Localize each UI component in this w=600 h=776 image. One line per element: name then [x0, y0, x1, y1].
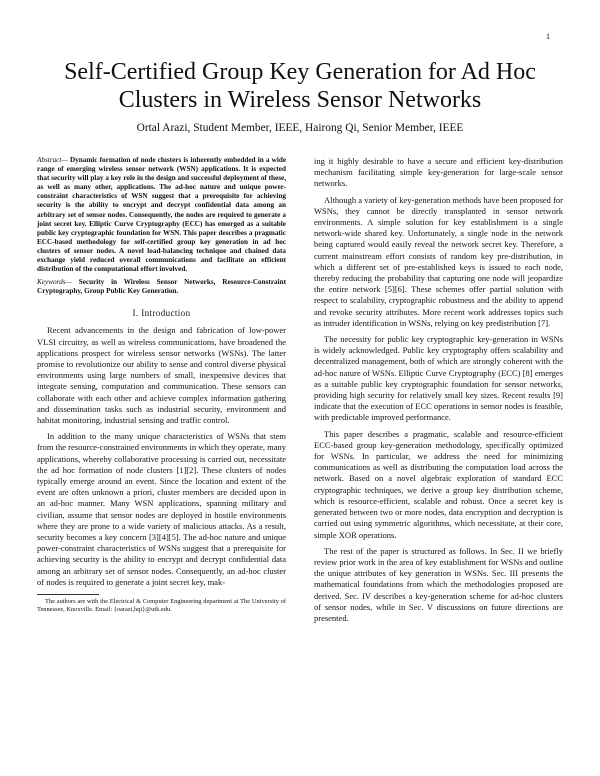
footnote-divider [37, 594, 99, 595]
intro-paragraph-2: In addition to the many unique characteristics of WSNs that stem from the resource-constrained environments in which they operate, many applications, whereby collaborative processing is carried out, necessitate the ad hoc formation of node clusters [1][2]. These clusters of nodes typically emerge around an event. Since the location and extent of the event are often unknown a priori, cluster members are decided upon in an ad-hoc manner. Many WSN applications, spanning military and civilian, assume that sensor nodes are deployed in hostile environments where they are prone to a wide variety of malicious attacks. As a result, security becomes a key concern [3][4][5]. The ad-hoc nature and unique power-constraint characteristics of WSNs suggest that a prerequisite for achieving security is the ability to encrypt and decrypt confidential data among an arbitrary set of sensor nodes. Consequently, an ad-hoc cluster of nodes is required to generate a joint secret key, mak- [37, 431, 287, 587]
intro-paragraph-3: Although a variety of key-generation methods have been proposed for WSNs, they cannot be directly transplanted in sensor network environments. A simple solution for key establishment is a single network-wide shared key. Unfortunately, a single node in the network being captured would easily reveal the network secret key. Therefore, a current mainstream effort consists of random key pre-distribution, in which a different set of pre-established keys is issued to each node, thereby reducing the probability that capturing one node will jeopardize the entire network [5][6]. These schemes offer partial solution with respect to scalability, cryptographic robustness and the ability to append and revoke security attributes. More recent work addresses topics such as intruder identification in WSNs, relying on key predistribution [7]. [314, 194, 563, 328]
intro-paragraph-5: This paper describes a pragmatic, scalable and resource-efficient ECC-based group key-generation methodology, specifically optimized for WSNs. In particular, we address the need for minimizing communications as well as distributing the computation load across the network. Based on a novel algebraic exploration of standard ECC cryptographic techniques, we derive a group key distribution scheme, which is resource-efficient, scalable and robust. Once a secret key is generated between two or more nodes, data encryption and decryption is carried out using symmetric algorithms, which necessitate, at their core, simple XOR operations. [314, 428, 563, 540]
section-heading-introduction: I. Introduction [132, 308, 191, 319]
abstract [37, 156, 286, 274]
page-number: 1 [546, 32, 550, 41]
keywords [37, 278, 286, 296]
author-footnote: The authors are with the Electrical & Computer Engineering department at The University of Tennessee, Knoxville. Email: {oarazi,hqi}@utk.edu. [37, 598, 286, 613]
keywords-text: Security in Wireless Sensor Networks, Resource-Constraint Cryptography, Group Public Key Generation. [37, 278, 287, 296]
left-column [37, 156, 286, 614]
intro-paragraph-continued: ing it highly desirable to have a secure and efficient key-distribution mechanism facilitating simple key-generation for large-scale sensor networks. [314, 156, 563, 189]
right-column [314, 156, 563, 629]
author-line: Ortal Arazi, Student Member, IEEE, Hairong Qi, Senior Member, IEEE [136, 122, 464, 134]
abstract-text: Dynamic formation of node clusters is inherently embedded in a wide range of emerging wireless sensor network (WSN) applications. It is expected that security will play a key role in the design and successful deployment of these, as well as many other, applications. The ad-hoc nature and unique power-constraint characteristics of WSN suggest that a prerequisite for achieving security is the ability to encrypt and decrypt confidential data among an arbitrary set of sensor nodes. Consequently, the nodes are required to generate a joint secret key. Elliptic Curve Cryptography (ECC) has emerged as a suitable public key cryptographic foundation for WSN. This paper describes a pragmatic ECC-based methodology for self-certified group key generation in ad hoc clusters of sensor nodes. A novel load-balancing technique and chained data exchange yield reduced overall communications and facilitate an efficient distribution of the computational effort involved. [37, 156, 287, 274]
intro-paragraph-6: The rest of the paper is structured as follows. In Sec. II we briefly review prior work in the area of key establishment for WSNs and outline the unique attributes of key generation in WSNs. Sec. III presents the mathematical foundations from which the methodologies proposed are derived. Sec. IV describes a key-generation scheme for ad-hoc clusters of sensor nodes, while in Sec. V discussions on future directions are presented. [314, 545, 563, 623]
abstract-lead: Abstract— [37, 156, 68, 164]
intro-paragraph-1: Recent advancements in the design and fabrication of low-power VLSI circuitry, as well as wireless communications, have broadened the applications prospect for wireless sensor networks (WSNs). The latter promise to revolutionize our ability to sense and control diverse physical environments using large numbers of small, inexpensive devices that integrate sensing, computation and communication. These sensors can collaborate with each other and achieve complex information gathering and dissemination tasks such as industrial security, environment and habitat monitoring, industrial sensing and traffic control. [37, 325, 286, 426]
paper-title: Self-Certified Group Key Generation for Ad Hoc Clusters in Wireless Sensor Networks [64, 59, 536, 113]
keywords-lead: Keywords— [37, 278, 72, 287]
intro-paragraph-4: The necessity for public key cryptographic key-generation in WSNs is widely acknowledged. Public key cryptography offers scalability and decentralized management, both of which are strongly coherent with the ad-hoc nature of WSNs. Elliptic Curve Cryptography (ECC) [8] emerges as a suitable public key cryptographic foundation for sensor networks, providing high security for relatively small key sizes. Recent results [9] indicate that the execution of ECC operations in sensor nodes is feasible, with predictable improved performance. [314, 334, 563, 423]
